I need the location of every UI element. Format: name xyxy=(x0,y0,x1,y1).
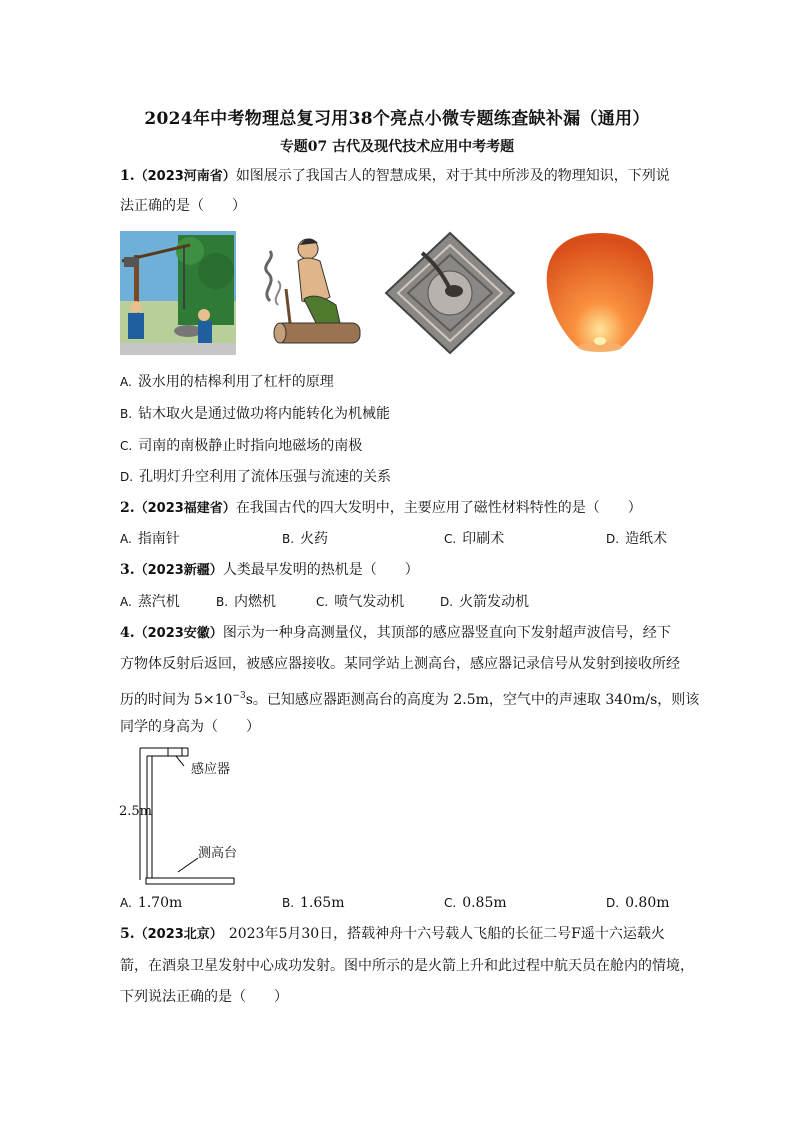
q2-option-a[interactable] xyxy=(120,529,180,549)
q2-option-c[interactable] xyxy=(444,529,504,549)
q4-option-a[interactable] xyxy=(120,893,182,913)
q4-option-a-text: 1.70m xyxy=(137,895,183,911)
q2-text: 在我国古代的四大发明中，主要应用了磁性材料特性的是（ ） xyxy=(235,500,642,516)
q1-source: （2023河南省） xyxy=(134,169,236,184)
q1-option-d[interactable] xyxy=(120,467,391,487)
q2-number: 2. xyxy=(120,500,135,516)
q4-line2: 方物体反射后返回，被感应器接收。某同学站上测高台，感应器记录信号从发射到接收所经 xyxy=(120,656,680,672)
q1-option-a-text: 汲水用的桔槔利用了杠杆的原理 xyxy=(137,374,334,390)
q5-source: （2023北京） xyxy=(134,927,223,942)
q3-number: 3. xyxy=(120,562,135,578)
height-label: 2.5m xyxy=(119,804,153,819)
q4-number: 4. xyxy=(120,625,135,641)
q1-option-a-label: A. xyxy=(120,375,132,389)
q3-option-d-text: 火箭发动机 xyxy=(459,594,530,610)
q2-line xyxy=(120,498,680,519)
q1-option-b-text: 钻木取火是通过做功将内能转化为机械能 xyxy=(138,406,391,422)
q5-number: 5. xyxy=(120,926,135,942)
q3-option-b[interactable] xyxy=(216,592,276,612)
q4-option-b-text: 1.65m xyxy=(300,895,345,911)
q5-line1 xyxy=(120,924,680,945)
q4-text-3a: 历的时间为 xyxy=(120,692,190,708)
q3-option-a[interactable] xyxy=(120,592,180,612)
q4-option-c-text: 0.85m xyxy=(462,895,507,911)
platform-label: 测高台 xyxy=(198,846,238,861)
q4-line4: 同学的身高为（ ） xyxy=(120,719,260,735)
q3-option-d[interactable] xyxy=(440,592,529,612)
sinan-compass-picture xyxy=(384,231,516,355)
q3-option-d-label: D. xyxy=(440,595,454,609)
q1-option-d-label: D. xyxy=(120,470,134,484)
q3-option-a-text: 蒸汽机 xyxy=(137,594,180,610)
q3-option-a-label: A. xyxy=(120,595,132,609)
q2-option-b-label: B. xyxy=(282,532,295,546)
q4-option-b-label: B. xyxy=(282,896,295,910)
q3-line xyxy=(120,560,680,581)
q4-option-a-label: A. xyxy=(120,896,132,910)
q3-option-b-label: B. xyxy=(216,595,229,609)
q5-line2: 箭，在酒泉卫星发射中心成功发射。图中所示的是火箭上升和此过程中航天员在舱内的情境， xyxy=(120,958,694,974)
q2-option-c-label: C. xyxy=(444,532,457,546)
q2-option-b[interactable] xyxy=(282,529,328,549)
q2-option-a-text: 指南针 xyxy=(137,531,180,547)
q4-option-c[interactable] xyxy=(444,893,507,913)
q2-option-b-text: 火药 xyxy=(300,531,329,547)
q5-text-1: 2023年5月30日，搭载神舟十六号载人飞船的长征二号F遥十六运载火 xyxy=(228,926,665,942)
q1-option-c[interactable] xyxy=(120,436,362,456)
q3-text: 人类最早发明的热机是（ ） xyxy=(222,562,419,578)
q3-option-c-label: C. xyxy=(316,595,329,609)
q1-text-1: 如图展示了我国古人的智慧成果，对于其中所涉及的物理知识，下列说 xyxy=(235,168,670,184)
drill-wood-fire-picture xyxy=(256,231,366,355)
q1-option-c-label: C. xyxy=(120,439,133,453)
q2-option-a-label: A. xyxy=(120,532,132,546)
page-title: 2024年中考物理总复习用38个亮点小微专题练查缺补漏（通用） xyxy=(144,109,650,129)
q2-option-d[interactable] xyxy=(606,529,667,549)
q1-option-b[interactable] xyxy=(120,404,390,424)
q1-option-b-label: B. xyxy=(120,407,133,421)
q1-option-a[interactable] xyxy=(120,372,334,392)
q4-option-d[interactable] xyxy=(606,893,670,913)
q4-time-base: 5×10 xyxy=(194,692,233,708)
q2-option-c-text: 印刷术 xyxy=(462,531,505,547)
well-sweep-picture xyxy=(120,231,236,355)
q4-option-d-text: 0.80m xyxy=(625,895,670,911)
q4-time-unit: s xyxy=(245,692,253,708)
q1-line1 xyxy=(120,166,680,187)
q1-option-d-text: 孔明灯升空利用了流体压强与流速的关系 xyxy=(139,469,392,485)
page-subtitle: 专题07 古代及现代技术应用中考考题 xyxy=(279,139,515,155)
q4-option-d-label: D. xyxy=(606,896,620,910)
q2-source: （2023福建省） xyxy=(134,501,236,516)
q3-source: （2023新疆） xyxy=(134,563,223,578)
q4-line1 xyxy=(120,623,680,644)
q4-option-c-label: C. xyxy=(444,896,457,910)
q4-time-exponent: −3 xyxy=(232,691,246,701)
q4-text-1: 图示为一种身高测量仪，其顶部的感应器竖直向下发射超声波信号，经下 xyxy=(222,625,671,641)
q4-text-3b: 。已知感应器距测高台的高度为 2.5m，空气中的声速取 340m/s，则该 xyxy=(252,692,700,708)
q2-option-d-text: 造纸术 xyxy=(625,531,668,547)
sensor-label: 感应器 xyxy=(191,762,231,777)
q3-option-c[interactable] xyxy=(316,592,404,612)
q4-source: （2023安徽） xyxy=(134,626,223,641)
q2-option-d-label: D. xyxy=(606,532,620,546)
q5-line3: 下列说法正确的是（ ） xyxy=(120,989,288,1005)
kongming-lantern-picture xyxy=(538,231,662,355)
q1-number: 1. xyxy=(120,168,135,184)
q4-line3 xyxy=(120,686,700,710)
q3-option-c-text: 喷气发动机 xyxy=(334,594,405,610)
q3-option-b-text: 内燃机 xyxy=(234,594,277,610)
q1-line2: 法正确的是（ ） xyxy=(120,198,246,214)
q1-option-c-text: 司南的南极静止时指向地磁场的南极 xyxy=(138,438,363,454)
q4-option-b[interactable] xyxy=(282,893,345,913)
